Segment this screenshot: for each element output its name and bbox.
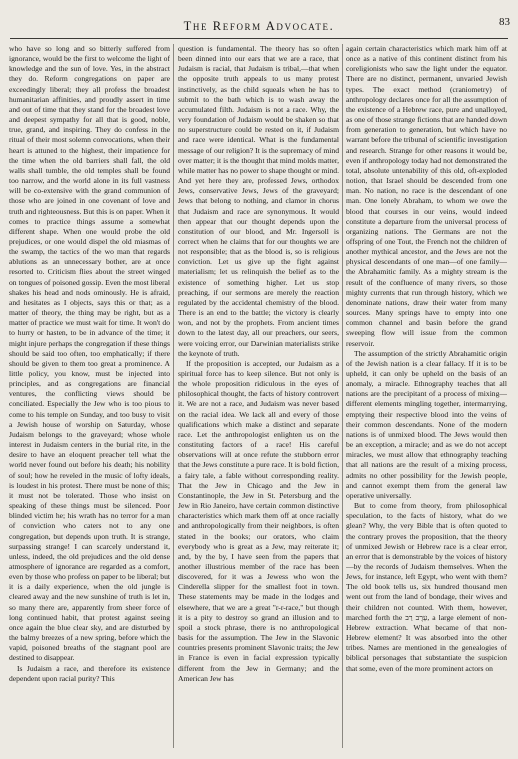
column-right <box>346 44 507 750</box>
page-header <box>0 0 518 40</box>
article-paragraph: question is fundamental. The theory has so often been dinned into our ears that we are a race, that Judaism is racial, that Judaism is tribal,—that when the opposite truth appeals to us many protest instinctively, as the child squeals when he has to submit to the bath which is to wash away the accumulated filth. Judaism is not a race. Why, the very foundation of Judaism would be shaken so that no superstructure could be rested on it, if Judaism and race were identical. What is the fundamental message of our religion? It is the supremacy of mind over matter; it is the thought that mind molds matter, while matter has no power to shape thought or mind. And yet here they are, professed Jews, orthodox Jews, conservative Jews, Jews of the graveyard; Jews that belong to nothing, and clamor in chorus that Judaism and race are synonymous. It would then appear that our thought depends upon the constitution of our blood, and Mr. Ingersoll is correct when he claims that for our thoughts we are not responsible; that as the blood is, so is religious conviction. Let us give up the fight against materialism; let us relinquish the belief as to the existence of something higher. Let us stop preaching, if our sermons are merely the reaction regulated by the accidental chemistry of the blood. There is an end to the battle; the victory is clearly won, and not by the prophets. From ancient times down to the latest day, all our preachers, our seers, were voicing error, our Darwinian materialists strike the keynote of truth. <box>178 44 339 358</box>
article-paragraph: again certain characteristics which mark him off at once as a native of this continent distinct from his coreligionists who saw the light under the equator. There are no distinct, permanent, unvaried Jewish types. The exact method (craniometry) of anthropology declares once for all the assumption of the existence of a Hebrew race, pure and unalloyed, as one of those strange fictions that are handed down from generation to generation, but which have no warrant before the tribunal of scientific investigation and research. Strange for other reasons it would be, even if anthropology today had not demonstrated the total, absolute untenability of this old, oft-exploded notion, that Israel should be descended from one man. No nation, no race is the descendant of one man. One lonely Abraham, to whom we owe the blood that courses in our veins, would indeed constitute a departure from the universal process of organizing nations. The Germans are not the offspring of one Tout, the French not the children of another mythical ancestor, and the Jews are not the physical descendants of one man—of one family—the Abrahamitic family. As a mighty stream is the result of the confluence of many rivers, so those mighty currents that run through history, which we denominate nations, draw their water from many sources. Many springs have to empty into one common channel and basin before the grand sweeping flow will issue from the common reservoir. <box>346 44 507 348</box>
article-paragraph: But to come from theory, from philosophical speculation, to the facts of history, what do we glean? Why, the very Bible that is often quoted to the contrary proves the proposition, that the theory of unmixed Jewish or Hebrew race is a clear error, an error that is demonstrable by the voices of history—by the records of Judaism themselves. When the Jews, for instance, left Egypt, who went with them? The old book tells us, six hundred thousand men went out from the land of bondage, their wives and their children not counted. With them, however, marched forth the עֵרֶב רַב, a large element of non-Hebrew extraction. What became of that non-Hebrew element? It was absorbed into the other tribes. Names are mentioned in the genealogies of biblical personages that substantiate the suspicion that some, even of the more prominent actors on <box>346 501 507 673</box>
article-paragraph: Is Judaism a race, and therefore its existence dependent upon racial purity? This <box>9 663 170 683</box>
article-paragraph: who have so long and so bitterly suffered from ignorance, would be the first to welcome the light of knowledge and the sun of love. Yes, in the abstract they do. Reform congregations on paper are exceedingly liberal; they all profess the broadest humanitarian affinities, and proudly assert in time and out of time that they stand for the broadest love and deepest sympathy for all that is good, noble, true, grand, and inspiring. They do confess in the ritual of their most solemn convocations, when their heart is attuned to the highest, their impatience for the time when the old barriers shall fall, the old walls shall tumble, the old temples shall be found too narrow, and the world alone in its full vastness will be co-extensive with the grand communion of those who are joined in one covenant of love and truth and righteousness. But this is on paper. When it comes to practice things assume a somewhat different shape. When one would probe the old prejudices, or one would dispel the old miasmas of the swamp, the tactics of the wo man that regards ablutions as an unnecessary bother, are at once resorted to. Criticism flies about the street winged on tongues of poisoned gossip. Even the most liberal shakes his head and nods ominously. He is afraid, and hesitates as I objects, says this or that; as a matter of theory, the thing may be right, but as a matter of practice we must wait for time. It won't do to hurry or hasten, to be in advance of the time; it might injure perhaps the congregation if these things should be said too often, too emphatically; if there should be given to them too great a prominence. A little policy, you know, must be injected into principles, and as congregations are financial ventures, the conflicting views should be conciliated. Especially the Jew who is too pious to come to his temple on Sunday, and too busy to visit a Jewish house of worship on Saturday, whose Judaism belongs to the graveyard; whose whole interest in Judaism centers in the burial rite, in the desire to have an eloquent preacher tell what the world never found out before his death; his nobility of soul; how he reveled in the music of lofty ideals, is loudest in his protest. There must be none of this; it must not be tolerated. Those who insist on speaking of these things must be silenced. Poor blinded victim he; his wrath has no terror for a man of conviction who caters not to any one congregation, but depends upon truth. It is strange, surpassing strange! I can scarcely understand it, unless, indeed, the old prejudices and the old dense atmosphere of ignorance are regarded as a comfort, even by those who profess on paper to be liberal; but it is a daily experience, when the old jungle is cleared away and the new sunshine of truth is let in, so many there are, apparently from sheer force of long continued habit, that protest against seeing once again the blue clear sky, and are disturbed by the balmy breezes of a new spring, before which the vapid, poisoned breaths of the stagnant pool are destined to disappear. <box>9 44 170 663</box>
column-divider <box>342 44 343 748</box>
column-middle <box>178 44 339 750</box>
publication-title: The Reform Advocate. <box>183 19 335 33</box>
article-paragraph: The assumption of the strictly Abrahamitic origin of the Jewish nation is a clear fallacy. If it is to be upheld, it can only be upheld on the basis of an anomaly, a miracle. Ethnography teaches that all nations are the precipitant of a process of mixing—different elements mingling together, intermarrying, emptying their respective blood into the veins of their common descendants. None of the modern nations is of unmixed blood. The Jews would then be an exception, a miracle; and as we do not accept miracles, we must allow that ethnography teaching that all nations are the result of a mixing process, admits no other possibility for the Jewish people, and cannot exempt them from the general law operative universally. <box>346 348 507 500</box>
column-left <box>9 44 170 750</box>
column-divider <box>173 44 174 748</box>
article-paragraph: If the proposition is accepted, our Judaism as a spiritual force has to keep silence. But not only is the whole proposition ridiculous in the eyes of philosophical thought, the facts of history controvert it. We are not a race, and Judaism was never based on the racial idea. We lack all and every of those qualifications which make a distinct and separate race. Let the anthropologist enlighten us on the constituting factors of a race! His careful observations will at once refute the stubborn error that the Jews constitute a pure race. It is bold fiction, a fairy tale, a fable without corresponding reality. That the Jew in Chicago and the Jew in Constantinople, the Jew in St. Petersburg and the Jew in Rio Janeiro, have certain common distinctive characteristics which mark them off at once racially and anthropologically from their neighbors, is often stated in the books; our orators, who claim everybody who is great as a Jew, may reiterate it; and, by the by, I have seen from the papers that another illustrious member of the race has been discovered, for it was a Jewess who won the Cinderella slipper for the smallest foot in town. These statements may be made in the lodges and elsewhere, that we are a great "r-r-race," but though it is a pity to destroy so grand an illusion and to spoil a stock phrase, there is no anthropological basis for the assumption. The Jew in the Slavonic countries presents prominent Slavonic traits; the Jew in France is even in facial expression typically different from the Jew in Germany; and the American Jew has <box>178 358 339 683</box>
page-number: 83 <box>499 16 510 28</box>
header-rule <box>10 38 508 39</box>
